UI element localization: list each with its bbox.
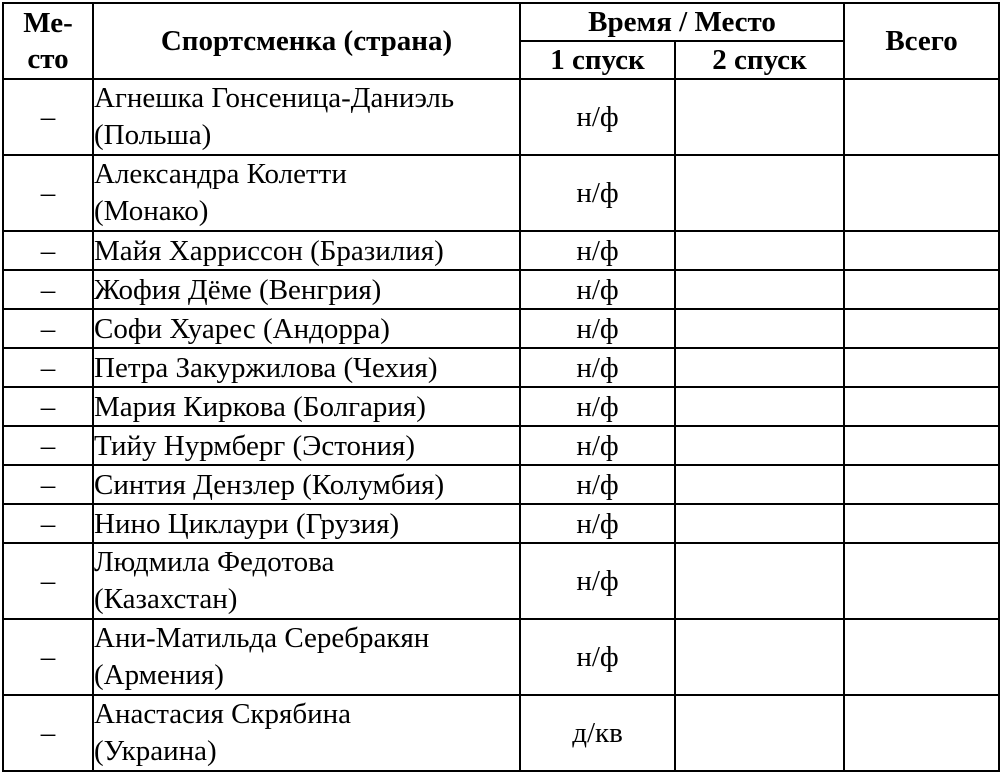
place-header-line2: сто [27, 43, 69, 75]
athlete-cell [93, 231, 520, 270]
athlete-country: (Армения) [94, 659, 224, 691]
time-place-header: Время / Место [520, 3, 844, 41]
place-cell: – [3, 504, 93, 543]
run2-cell [675, 426, 844, 465]
place-cell: – [3, 309, 93, 348]
run2-cell [675, 387, 844, 426]
athlete-name: Людмила Федотова [94, 546, 335, 578]
run2-cell [675, 465, 844, 504]
total-cell [844, 465, 999, 504]
total-header: Всего [844, 3, 999, 79]
table-row [3, 387, 999, 426]
run1-cell: н/ф [520, 309, 675, 348]
total-cell [844, 309, 999, 348]
run1-cell: н/ф [520, 426, 675, 465]
total-cell [844, 348, 999, 387]
athlete-name: Синтия Дензлер (Колумбия) [94, 468, 445, 501]
total-cell [844, 426, 999, 465]
run1-cell: н/ф [520, 348, 675, 387]
total-cell [844, 504, 999, 543]
athlete-header: Спортсменка (страна) [93, 3, 520, 79]
athlete-cell [93, 387, 520, 426]
run1-cell: д/кв [520, 695, 675, 771]
athlete-name: Мария Киркова (Болгария) [94, 390, 426, 423]
athlete-cell [93, 79, 520, 155]
run2-cell [675, 348, 844, 387]
run1-cell: н/ф [520, 619, 675, 695]
athlete-cell [93, 619, 520, 695]
run1-cell: н/ф [520, 465, 675, 504]
athlete-name: Софи Хуарес (Андорра) [94, 312, 390, 345]
place-header-line1: Ме- [23, 7, 73, 39]
place-cell: – [3, 231, 93, 270]
athlete-cell [93, 426, 520, 465]
table-row [3, 155, 999, 231]
athlete-name: Александра Колетти [94, 158, 347, 190]
athlete-name: Жофия Дёме (Венгрия) [94, 273, 382, 306]
total-cell [844, 695, 999, 771]
run2-cell [675, 155, 844, 231]
run1-cell: н/ф [520, 387, 675, 426]
run2-cell [675, 619, 844, 695]
run1-cell: н/ф [520, 231, 675, 270]
athlete-cell [93, 155, 520, 231]
table-row [3, 695, 999, 771]
run2-cell [675, 543, 844, 619]
place-cell: – [3, 426, 93, 465]
place-cell: – [3, 348, 93, 387]
run1-cell: н/ф [520, 270, 675, 309]
athlete-name: Анастасия Скрябина [94, 698, 352, 730]
place-header [3, 3, 93, 79]
athlete-name: Петра Закуржилова (Чехия) [94, 351, 438, 384]
athlete-name: Нино Циклаури (Грузия) [94, 507, 400, 540]
total-cell [844, 387, 999, 426]
athlete-name: Ани-Матильда Серебракян [94, 622, 430, 654]
athlete-name: Агнешка Гонсеница-Даниэль [94, 82, 455, 114]
run1-cell: н/ф [520, 155, 675, 231]
run1-cell: н/ф [520, 79, 675, 155]
table-row [3, 465, 999, 504]
run2-cell [675, 270, 844, 309]
place-cell: – [3, 387, 93, 426]
table-row [3, 309, 999, 348]
athlete-cell [93, 695, 520, 771]
athlete-name: Майя Харриссон (Бразилия) [94, 234, 444, 267]
athlete-cell [93, 270, 520, 309]
total-cell [844, 79, 999, 155]
table-row [3, 426, 999, 465]
athlete-country: (Монако) [94, 195, 209, 227]
athlete-cell [93, 543, 520, 619]
run2-header: 2 спуск [675, 41, 844, 79]
athlete-cell [93, 309, 520, 348]
run1-cell: н/ф [520, 543, 675, 619]
table-row [3, 348, 999, 387]
results-table [2, 2, 1000, 772]
place-cell: – [3, 155, 93, 231]
table-header [3, 3, 999, 79]
table-row [3, 619, 999, 695]
run2-cell [675, 309, 844, 348]
run2-cell [675, 695, 844, 771]
run2-cell [675, 79, 844, 155]
place-cell: – [3, 270, 93, 309]
athlete-cell [93, 348, 520, 387]
athlete-name: Тийу Нурмберг (Эстония) [94, 429, 416, 462]
total-cell [844, 155, 999, 231]
total-cell [844, 231, 999, 270]
athlete-country: (Казахстан) [94, 583, 238, 615]
athlete-country: (Польша) [94, 119, 212, 151]
place-cell: – [3, 465, 93, 504]
athlete-cell [93, 465, 520, 504]
place-cell: – [3, 543, 93, 619]
total-cell [844, 543, 999, 619]
table-body [3, 79, 999, 771]
total-cell [844, 619, 999, 695]
place-cell: – [3, 695, 93, 771]
table-row [3, 270, 999, 309]
table-row [3, 79, 999, 155]
athlete-cell [93, 504, 520, 543]
table-row [3, 543, 999, 619]
run1-header: 1 спуск [520, 41, 675, 79]
total-cell [844, 270, 999, 309]
place-cell: – [3, 79, 93, 155]
run2-cell [675, 504, 844, 543]
run2-cell [675, 231, 844, 270]
athlete-country: (Украина) [94, 735, 217, 767]
table-row [3, 231, 999, 270]
place-cell: – [3, 619, 93, 695]
run1-cell: н/ф [520, 504, 675, 543]
table-row [3, 504, 999, 543]
